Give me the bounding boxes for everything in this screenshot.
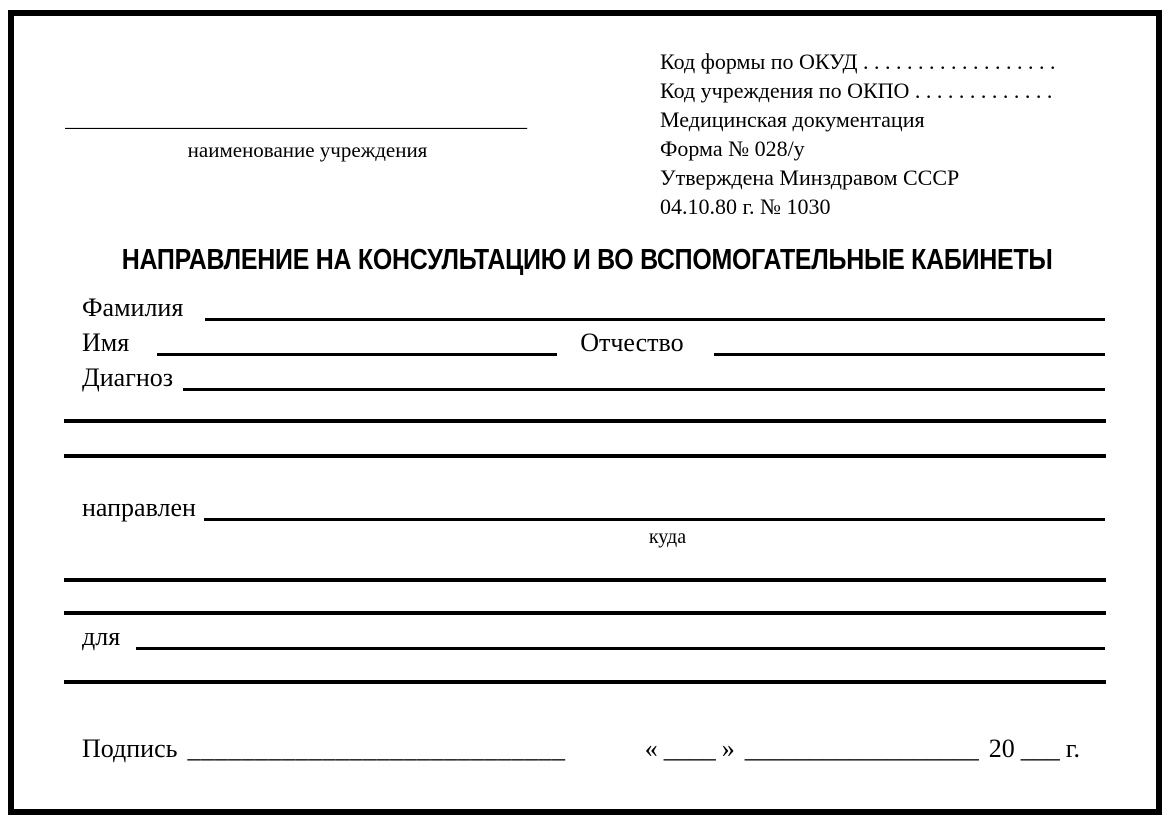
diagnosis-row [82, 361, 1105, 391]
institution-name-line[interactable]: __________________________________________ [65, 108, 527, 130]
diagnosis-continuation-line-1[interactable] [64, 419, 1106, 423]
date-quote-close: » [721, 734, 735, 763]
signature-label: Подпись [82, 734, 178, 763]
institution-caption: наименование учреждения [187, 138, 428, 162]
okud-code-line: Код формы по ОКУД . . . . . . . . . . . . . . . . . . [660, 49, 1056, 74]
patronymic-label: Отчество [580, 328, 684, 357]
date-day-line[interactable]: ____ [663, 734, 716, 763]
form-number-line: Форма № 028/у [660, 136, 805, 161]
medical-documentation-line: Медицинская документация [660, 107, 925, 132]
year-prefix: 20 [988, 734, 1015, 763]
referred-continuation-line-1[interactable] [64, 578, 1106, 582]
diagnosis-line[interactable] [183, 358, 1105, 391]
referred-label: направлен [82, 493, 196, 522]
for-continuation-line[interactable] [64, 680, 1106, 684]
year-line[interactable]: ___ [1020, 734, 1060, 763]
first-name-line[interactable] [157, 323, 557, 356]
signature-date-row [82, 736, 1080, 762]
date-quote-open: « [644, 734, 658, 763]
year-suffix: г. [1065, 734, 1080, 763]
form-title-text: НАПРАВЛЕНИЕ НА КОНСУЛЬТАЦИЮ И ВО ВСПОМОГАТЕЛЬНЫЕ КАБИНЕТЫ [121, 244, 1053, 276]
diagnosis-continuation-line-2[interactable] [64, 454, 1106, 458]
name-patronymic-row [82, 326, 1105, 356]
approved-by-line: Утверждена Минздравом СССР [660, 165, 960, 190]
referred-line[interactable] [204, 488, 1105, 521]
patronymic-line[interactable] [714, 323, 1105, 356]
form-codes-block [660, 47, 1120, 221]
referred-continuation-line-2[interactable] [64, 611, 1106, 615]
referred-row [82, 491, 1105, 521]
signature-line[interactable]: ____________________________ [187, 734, 566, 763]
for-line[interactable] [136, 617, 1105, 650]
diagnosis-label: Диагноз [82, 363, 174, 392]
surname-row [82, 291, 1105, 321]
approval-date-line: 04.10.80 г. № 1030 [660, 194, 831, 219]
for-row [82, 620, 1105, 650]
for-label: для [82, 622, 121, 651]
surname-line[interactable] [205, 288, 1105, 321]
okpo-code-line: Код учреждения по ОКПО . . . . . . . . . . . . . [660, 78, 1053, 103]
where-caption: куда [648, 526, 687, 548]
surname-label: Фамилия [82, 293, 184, 322]
first-name-label: Имя [82, 328, 130, 357]
date-month-line[interactable]: __________________ [744, 734, 979, 763]
form-title [30, 244, 1144, 277]
